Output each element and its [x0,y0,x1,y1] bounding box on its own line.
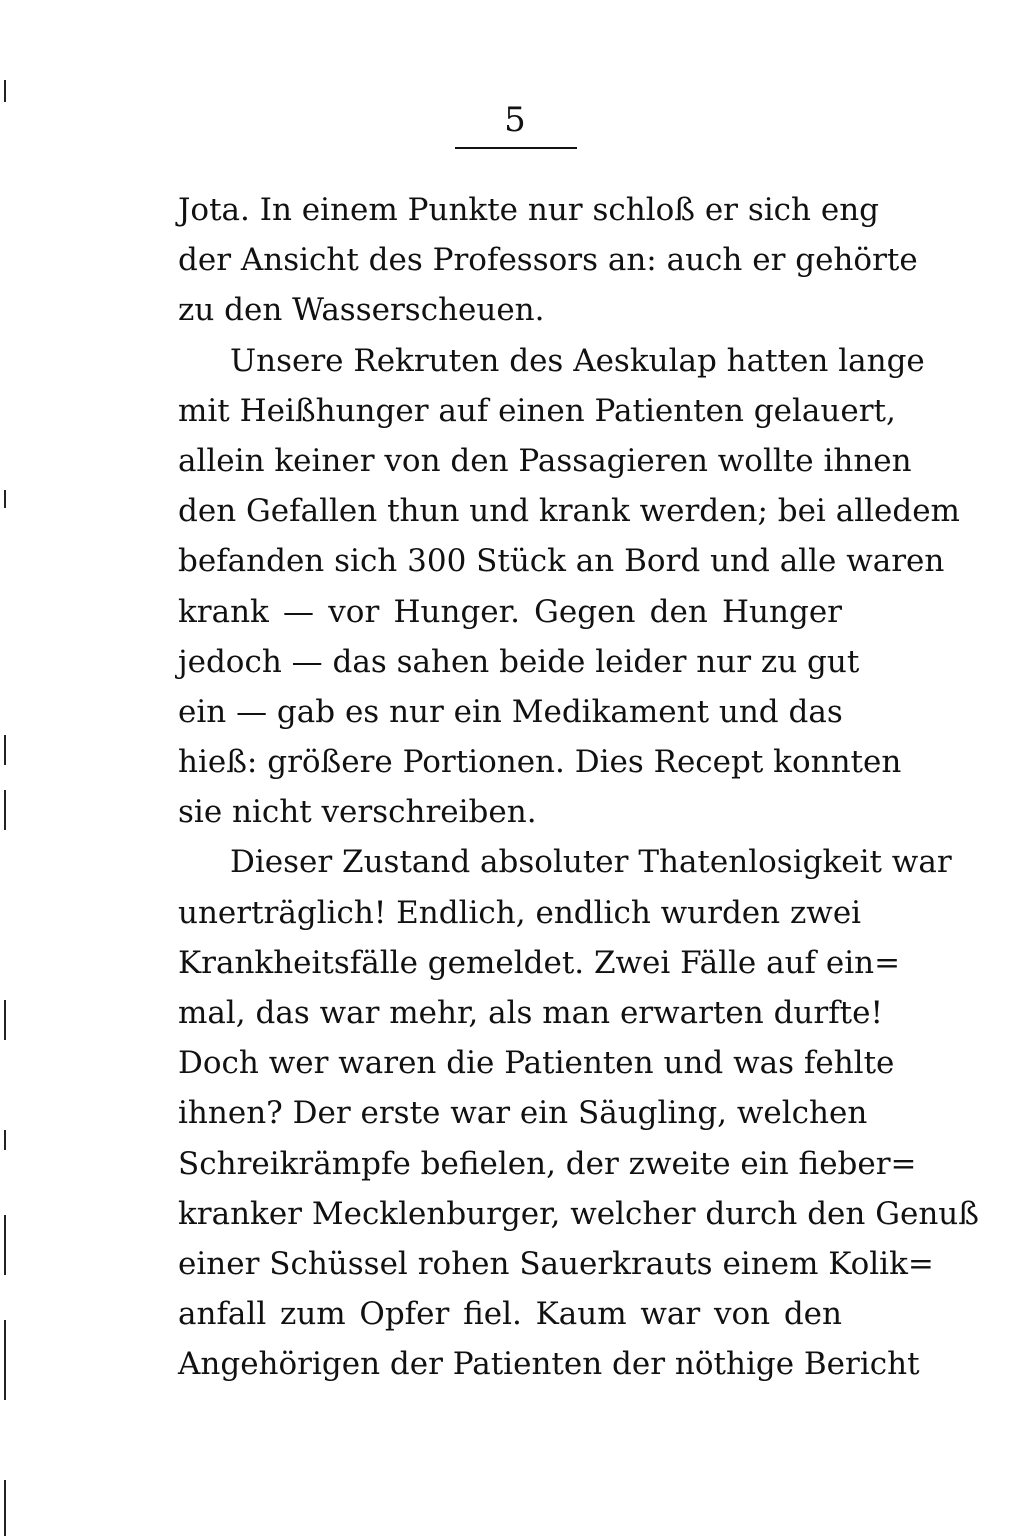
text-line: ihnen? Der erste war ein Säugling, welchen [178,1095,868,1132]
text-line: mal, das war mehr, als man erwarten durfte! [178,995,883,1031]
text-line: sie nicht verschreiben. [178,794,537,831]
text-line: kranker Mecklenburger, welcher durch den Genuß [178,1195,979,1232]
scan-mark [4,1215,6,1275]
scan-margin-marks [0,0,20,1536]
text-line: Angehörigen der Patienten der nöthige Bericht [178,1346,920,1383]
text-line: ein — gab es nur ein Medikament und das [178,693,843,730]
text-line: Jota. In einem Punkte nur schloß er sich eng [178,192,880,228]
text-line: Unsere Rekruten des Aeskulap hatten lange [230,342,925,379]
scan-mark [4,80,6,102]
text-line: allein keiner von den Passagieren wollte ihnen [178,442,912,479]
text-line: Schreikrämpfe befielen, der zweite ein fieber= [178,1145,917,1182]
text-line: mit Heißhunger auf einen Patienten gelauert, [178,392,896,429]
text-line: hieß: größere Portionen. Dies Recept konnten [178,744,902,781]
scan-mark [4,1000,6,1040]
text-line: krank — vor Hunger. Gegen den Hunger [178,593,842,630]
text-line: den Gefallen thun und krank werden; bei alledem [178,493,960,530]
text-line: zu den Wasserscheuen. [178,292,545,329]
scan-mark [4,1130,6,1150]
text-line: befanden sich 300 Stück an Bord und alle waren [178,543,945,580]
body-text [178,185,979,1390]
text-line: unerträglich! Endlich, endlich wurden zwei [178,894,862,931]
text-line: Doch wer waren die Patienten und was fehlte [178,1045,895,1082]
scan-mark [4,1320,6,1400]
text-line: einer Schüssel rohen Sauerkrauts einem Kolik= [178,1245,934,1282]
page-number: 5 [504,100,526,140]
text-line: jedoch — das sahen beide leider nur zu gut [178,643,860,680]
scan-mark [4,735,6,765]
header-rule [455,147,577,149]
text-line: Dieser Zustand absoluter Thatenlosigkeit war [230,844,952,881]
text-line: der Ansicht des Professors an: auch er gehörte [178,242,918,279]
text-line: anfall zum Opfer fiel. Kaum war von den [178,1296,842,1333]
scan-mark [4,790,6,830]
text-line: Krankheitsfälle gemeldet. Zwei Fälle auf ein= [178,944,901,981]
scan-mark [4,490,6,508]
scan-mark [4,1480,6,1536]
